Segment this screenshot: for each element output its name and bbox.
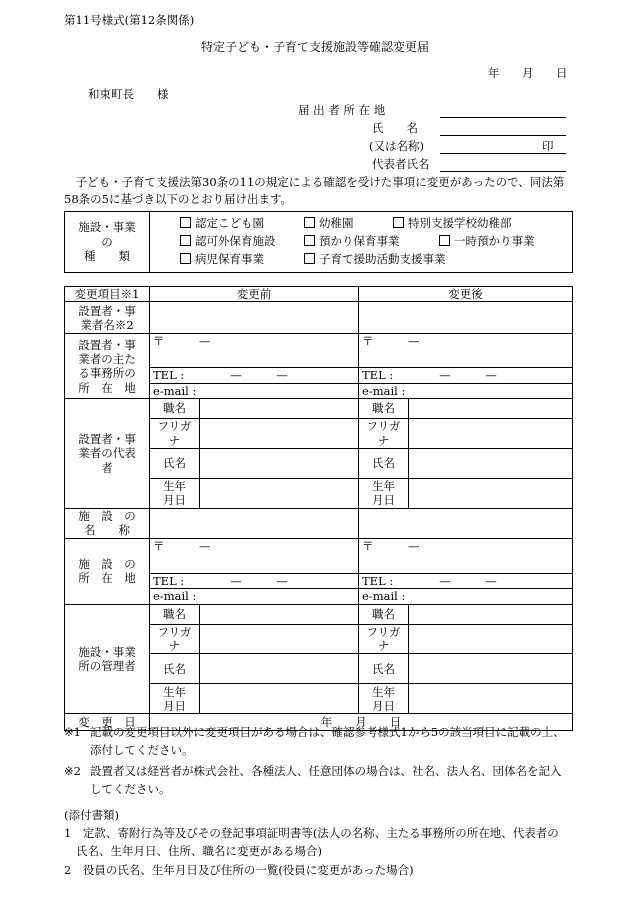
rep-before-furigana[interactable] [200,419,359,449]
mgr-before-post[interactable] [200,604,359,624]
rep-before-name[interactable] [200,448,359,478]
row-founder-address [65,334,573,368]
option-kindergarten[interactable]: 幼稚園 [304,217,354,231]
label-facility-name: 施 設 の 名 称 [65,508,150,538]
option-temporary-childcare[interactable]: 一時預かり事業 [439,235,535,249]
after-founder-email[interactable]: e-mail : [359,383,573,398]
option-family-support[interactable]: 子育て援助活動支援事業 [304,253,446,267]
row-founder-name [65,302,573,334]
mgr-before-name-label: 氏名 [150,654,200,684]
option-nintei-kodomoen[interactable]: 認定こども園 [180,217,264,231]
intro-line-1: 子ども・子育て支援法第30条の11の規定による確認を受けた事項に変更があったので、同法第 [64,175,565,189]
after-founder-postal[interactable]: 〒 — [359,334,573,368]
rep-after-birth[interactable] [409,478,573,508]
form-number: 第11号様式(第12条関係) [64,13,195,27]
before-founder-tel[interactable]: TEL : — — [150,368,359,383]
checkbox-icon[interactable] [180,217,191,228]
label-founder-name: 設置者・事 業者名※2 [65,302,150,334]
mgr-after-birth[interactable] [409,684,573,714]
facility-type-table [64,211,573,273]
mgr-after-name-label: 氏名 [359,654,409,684]
row-facility-address [65,538,573,573]
addressee: 和束町長 様 [88,87,169,101]
mgr-before-birth[interactable] [200,684,359,714]
note-2-line-1: 設置者又は経営者が株式会社、各種法人、任意団体の場合は、社名、法人名、団体名を記入 [90,764,562,778]
rep-after-furigana-label: フリガナ [359,419,409,449]
option-sick-child-care[interactable]: 病児保育事業 [180,253,264,267]
applicant-address-field[interactable] [440,117,566,118]
applicant-address-label: 届 出 者 所 在 地 [298,103,386,117]
checkbox-icon[interactable] [304,235,315,246]
mgr-after-furigana-label: フリガナ [359,624,409,654]
note-2-mark: ※2 [64,764,81,778]
rep-before-birth-label: 生年 月日 [150,478,200,508]
rep-before-name-label: 氏名 [150,448,200,478]
option-unlicensed-daycare[interactable]: 認可外保育施設 [180,235,276,249]
applicant-name-label: 氏 名 [372,121,418,135]
attachment-2: 2 役員の氏名、生年月日及び住所の一覧(役員に変更があった場合) [64,863,414,877]
mgr-after-post[interactable] [409,604,573,624]
label-founder-address: 設置者・事 業者の主た る事務所の 所 在 地 [65,334,150,399]
attachment-1-line-2: 氏名、生年月日、住所、職名に変更がある場合) [76,844,322,858]
before-facility-name[interactable] [150,508,359,538]
checkbox-icon[interactable] [180,235,191,246]
mgr-after-furigana[interactable] [409,624,573,654]
date-day: 日 [556,66,568,80]
representative-field[interactable] [440,171,566,172]
row-manager [65,604,573,624]
mgr-before-furigana-label: フリガナ [150,624,200,654]
rep-after-post[interactable] [409,399,573,419]
after-facility-name[interactable] [359,508,573,538]
after-founder-name[interactable] [359,302,573,334]
applicant-name-field[interactable] [440,135,566,136]
rep-before-post-label: 職名 [150,399,200,419]
representative-label: 代表者氏名 [372,157,430,171]
before-founder-name[interactable] [150,302,359,334]
rep-before-post[interactable] [200,399,359,419]
mgr-after-name[interactable] [409,654,573,684]
mgr-after-birth-label: 生年 月日 [359,684,409,714]
mgr-before-furigana[interactable] [200,624,359,654]
after-facility-email[interactable]: e-mail : [359,589,573,604]
checkbox-icon[interactable] [180,253,191,264]
rep-after-birth-label: 生年 月日 [359,478,409,508]
after-facility-postal[interactable]: 〒 — [359,538,573,573]
rep-after-name-label: 氏名 [359,448,409,478]
rep-after-post-label: 職名 [359,399,409,419]
rep-before-furigana-label: フリガナ [150,419,200,449]
intro-line-2: 58条の5に基づき以下のとおり届け出ます。 [64,192,293,206]
mgr-after-post-label: 職名 [359,604,409,624]
attachment-1-line-1: 1 定款、寄附行為等及びその登記事項証明書等(法人の名称、主たる事務所の所在地、代表者の [64,826,559,840]
rep-after-furigana[interactable] [409,419,573,449]
header-change-item: 変更項目※1 [65,287,150,302]
row-facility-name [65,508,573,538]
header-after: 変更後 [359,287,573,302]
option-special-support-kindergarten[interactable]: 特別支援学校幼稚部 [393,217,512,231]
note-1-line-1: 記載の変更項目以外に変更項目がある場合は、確認参考様式1から5の該当項目に記載の上、 [90,725,565,739]
after-founder-tel[interactable]: TEL : — — [359,368,573,383]
checkbox-icon[interactable] [393,217,404,228]
label-facility-address: 施 設 の 所 在 地 [65,538,150,604]
checkbox-icon[interactable] [439,235,450,246]
before-facility-email[interactable]: e-mail : [150,589,359,604]
attachments-heading: (添付書類) [64,808,119,822]
note-1-line-2: 添付してください。 [90,743,194,757]
mgr-before-name[interactable] [200,654,359,684]
before-founder-postal[interactable]: 〒 — [150,334,359,368]
before-facility-postal[interactable]: 〒 — [150,538,359,573]
change-date-value[interactable]: 年 月 日 [150,714,573,731]
facility-type-label: 施設・事業 の 種 類 [65,212,150,273]
mgr-before-birth-label: 生年 月日 [150,684,200,714]
header-before: 変更前 [150,287,359,302]
mgr-before-post-label: 職名 [150,604,200,624]
rep-after-name[interactable] [409,448,573,478]
checkbox-icon[interactable] [304,253,315,264]
after-facility-tel[interactable]: TEL : — — [359,573,573,588]
label-representative: 設置者・事 業者の代表 者 [65,399,150,509]
checkbox-icon[interactable] [304,217,315,228]
seal-mark: 印 [542,139,554,153]
rep-before-birth[interactable] [200,478,359,508]
note-2-line-2: してください。 [90,782,171,796]
label-manager: 施設・事業 所の管理者 [65,604,150,714]
label-change-date: 変 更 日 [65,714,150,731]
change-table [64,286,573,731]
date-month: 月 [522,66,534,80]
before-founder-email[interactable]: e-mail : [150,383,359,398]
date-year: 年 [488,66,500,80]
form-title: 特定子ども・子育て支援施設等確認変更届 [200,40,429,54]
applicant-alt-name-label: (又は名称) [369,139,424,153]
option-extended-daycare[interactable]: 預かり保育事業 [304,235,400,249]
note-1-mark: ※1 [64,725,81,739]
row-representative [65,399,573,419]
facility-type-options [150,212,573,273]
before-facility-tel[interactable]: TEL : — — [150,573,359,588]
